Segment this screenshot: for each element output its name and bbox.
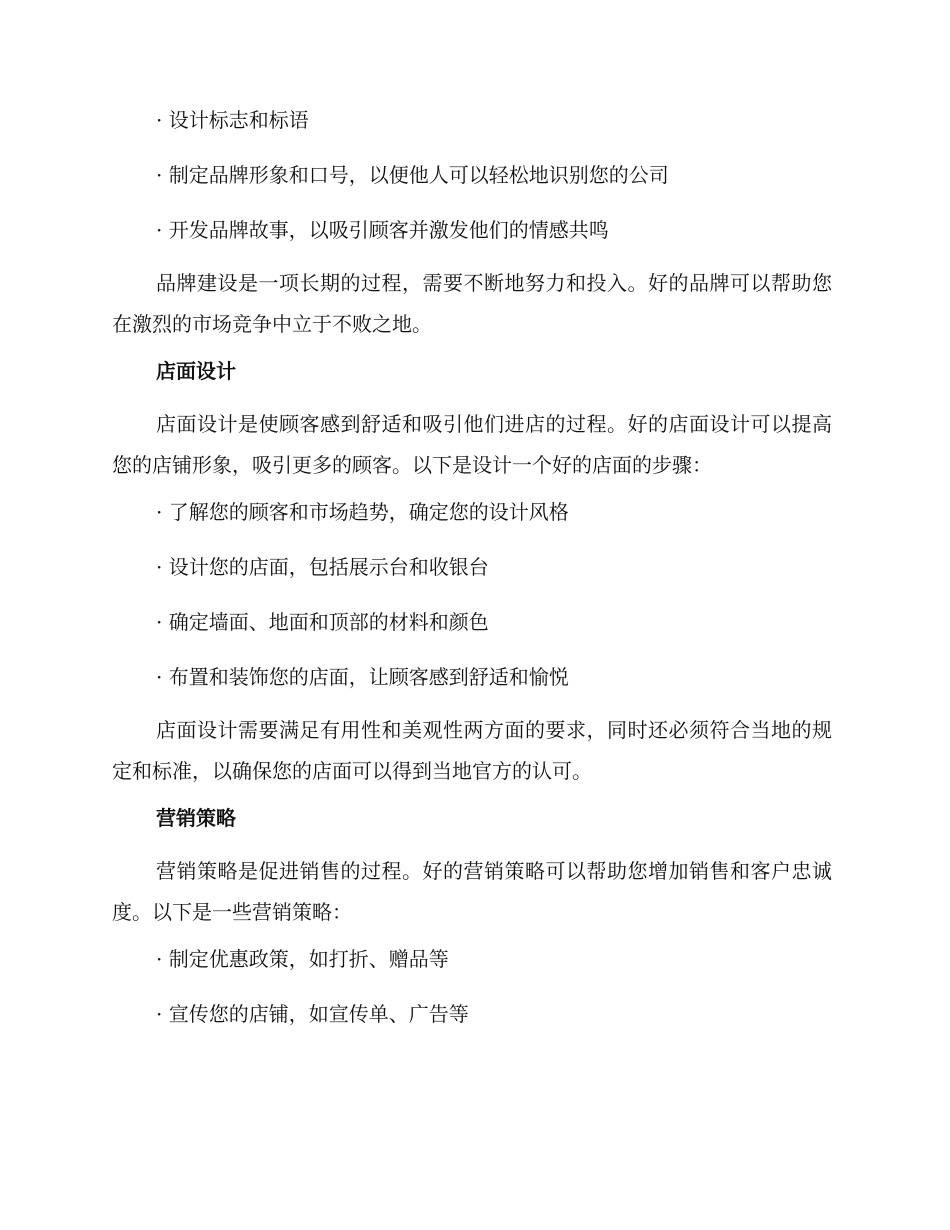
bullet-item: · 宣传您的店铺，如宣传单、广告等 [156,1002,469,1026]
body-paragraph: 营销策略是促进销售的过程。好的营销策略可以帮助您增加销售和客户忠诚度。以下是一些营销策略： [112,859,832,924]
bullet-item: · 布置和装饰您的店面，让顾客感到舒适和愉悦 [156,665,569,689]
bullet-item: · 制定品牌形象和口号，以便他人可以轻松地识别您的公司 [156,163,669,187]
body-paragraph: 店面设计需要满足有用性和美观性两方面的要求，同时还必须符合当地的规定和标准，以确保您的店面可以得到当地官方的认可。 [112,718,832,783]
bullet-item: · 设计标志和标语 [156,108,309,132]
body-paragraph: 品牌建设是一项长期的过程，需要不断地努力和投入。好的品牌可以帮助您在激烈的市场竞争中立于不败之地。 [112,271,832,336]
section-heading: 营销策略 [156,806,236,830]
section-heading: 店面设计 [156,359,236,383]
body-paragraph: 店面设计是使顾客感到舒适和吸引他们进店的过程。好的店面设计可以提高您的店铺形象，吸引更多的顾客。以下是设计一个好的店面的步骤： [112,412,832,477]
bullet-item: · 制定优惠政策，如打折、赠品等 [156,947,449,971]
bullet-item: · 开发品牌故事，以吸引顾客并激发他们的情感共鸣 [156,218,609,242]
bullet-item: · 设计您的店面，包括展示台和收银台 [156,555,489,579]
document-body [112,106,832,1055]
bullet-item: · 了解您的顾客和市场趋势，确定您的设计风格 [156,500,569,524]
bullet-item: · 确定墙面、地面和顶部的材料和颜色 [156,610,489,634]
